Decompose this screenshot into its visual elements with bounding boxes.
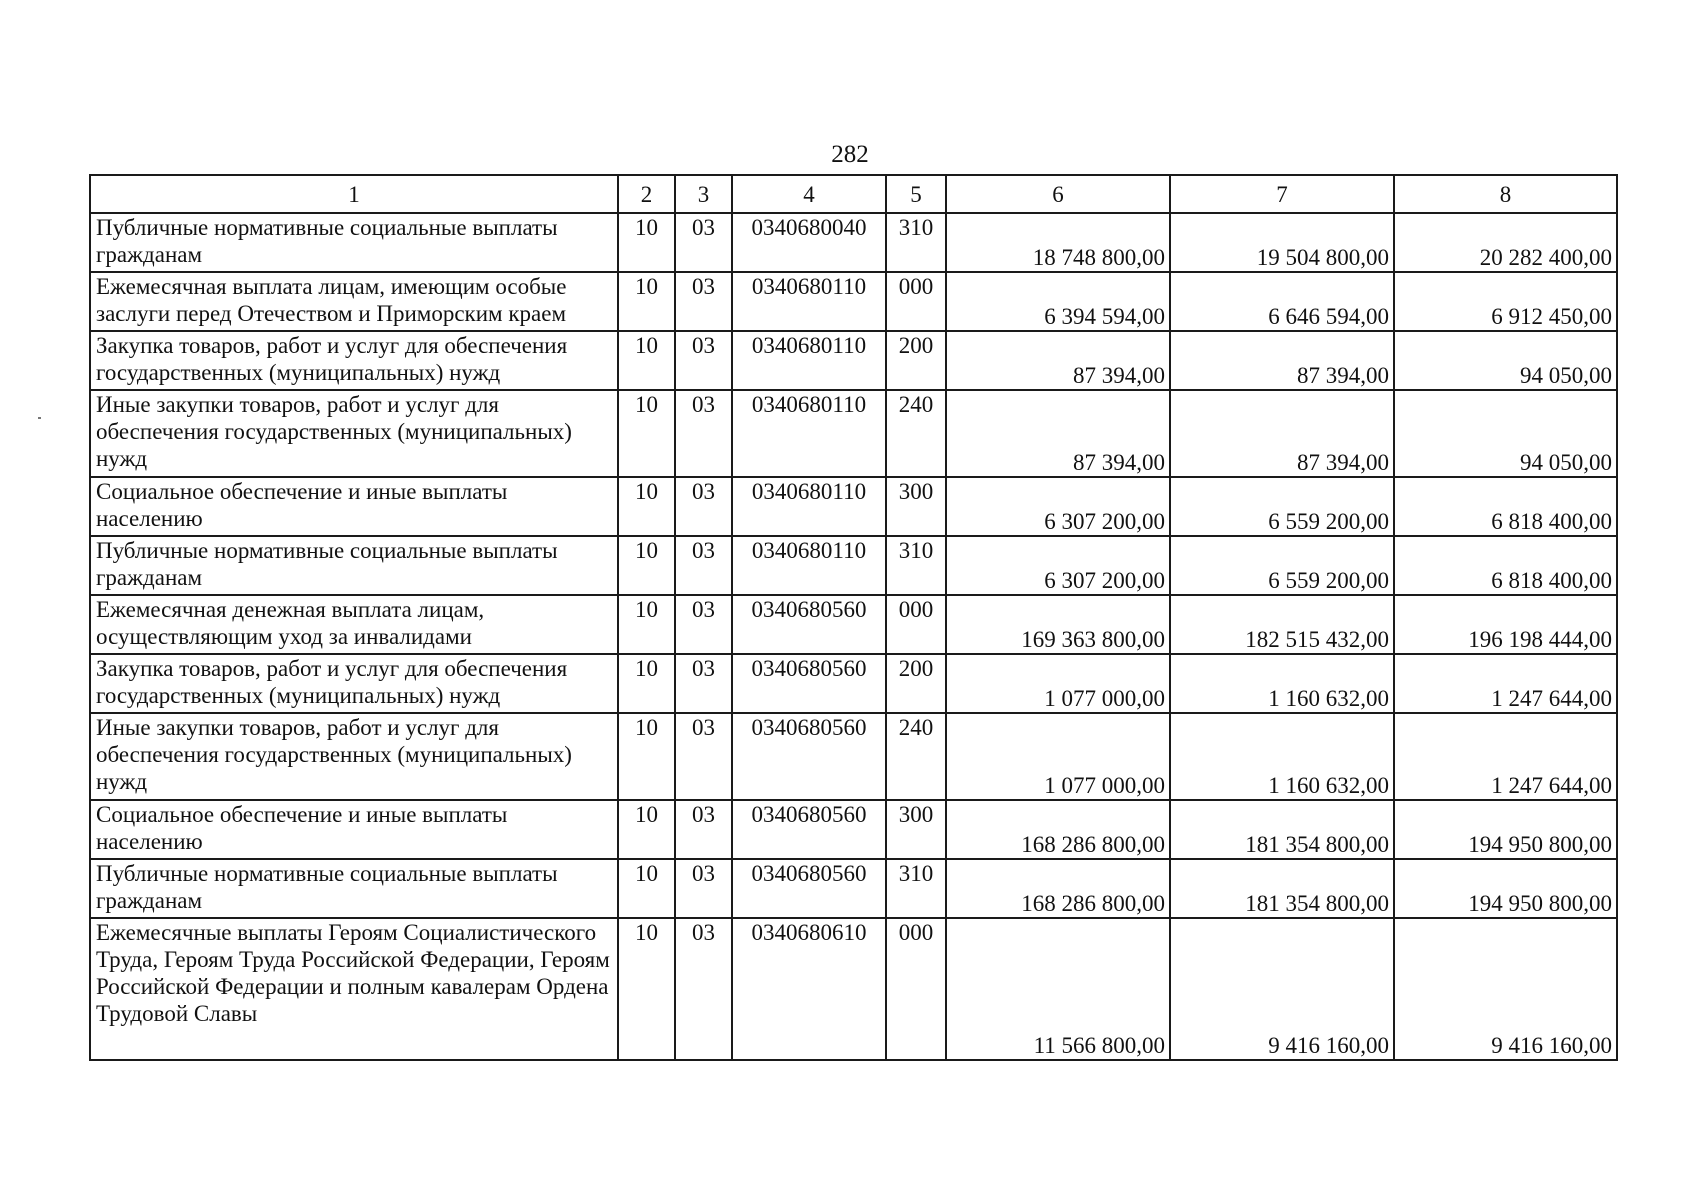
subsection-code: 03 (675, 654, 732, 713)
amount-col-7: 1 160 632,00 (1170, 654, 1394, 713)
expense-type-code: 240 (886, 390, 946, 477)
section-code: 10 (618, 390, 675, 477)
row-name: Публичные нормативные социальные выплаты гражданам (90, 213, 618, 272)
expense-type-code: 300 (886, 800, 946, 859)
subsection-code: 03 (675, 595, 732, 654)
subsection-code: 03 (675, 331, 732, 390)
table-row (90, 713, 1617, 800)
column-header: 4 (732, 175, 886, 213)
amount-col-8: 6 818 400,00 (1394, 477, 1617, 536)
amount-col-8: 194 950 800,00 (1394, 859, 1617, 918)
amount-col-8: 6 912 450,00 (1394, 272, 1617, 331)
expense-type-code: 000 (886, 918, 946, 1060)
amount-col-6: 6 307 200,00 (946, 536, 1170, 595)
subsection-code: 03 (675, 390, 732, 477)
subsection-code: 03 (675, 272, 732, 331)
amount-col-7: 181 354 800,00 (1170, 800, 1394, 859)
section-code: 10 (618, 654, 675, 713)
section-code: 10 (618, 477, 675, 536)
subsection-code: 03 (675, 213, 732, 272)
table-row (90, 331, 1617, 390)
row-name: Публичные нормативные социальные выплаты гражданам (90, 536, 618, 595)
expense-type-code: 200 (886, 331, 946, 390)
target-article-code: 0340680560 (732, 859, 886, 918)
table-row (90, 536, 1617, 595)
row-name: Ежемесячная денежная выплата лицам, осуществляющим уход за инвалидами (90, 595, 618, 654)
subsection-code: 03 (675, 800, 732, 859)
amount-col-7: 87 394,00 (1170, 331, 1394, 390)
row-name: Ежемесячные выплаты Героям Социалистического Труда, Героям Труда Российской Федерации, Героям Российской Федерации и полным кавалерам Ордена Трудовой Славы (90, 918, 618, 1060)
budget-table (89, 174, 1618, 1061)
amount-col-6: 87 394,00 (946, 390, 1170, 477)
section-code: 10 (618, 595, 675, 654)
table-row (90, 918, 1617, 1060)
table-row (90, 213, 1617, 272)
target-article-code: 0340680110 (732, 331, 886, 390)
target-article-code: 0340680560 (732, 654, 886, 713)
amount-col-6: 1 077 000,00 (946, 713, 1170, 800)
row-name: Публичные нормативные социальные выплаты гражданам (90, 859, 618, 918)
amount-col-7: 181 354 800,00 (1170, 859, 1394, 918)
amount-col-8: 94 050,00 (1394, 390, 1617, 477)
table-row (90, 272, 1617, 331)
expense-type-code: 240 (886, 713, 946, 800)
amount-col-6: 6 307 200,00 (946, 477, 1170, 536)
row-name: Иные закупки товаров, работ и услуг для обеспечения государственных (муниципальных) нужд (90, 390, 618, 477)
section-code: 10 (618, 713, 675, 800)
expense-type-code: 310 (886, 536, 946, 595)
amount-col-6: 1 077 000,00 (946, 654, 1170, 713)
target-article-code: 0340680560 (732, 713, 886, 800)
row-name: Закупка товаров, работ и услуг для обеспечения государственных (муниципальных) нужд (90, 331, 618, 390)
row-name: Социальное обеспечение и иные выплаты населению (90, 800, 618, 859)
target-article-code: 0340680110 (732, 536, 886, 595)
subsection-code: 03 (675, 536, 732, 595)
amount-col-6: 168 286 800,00 (946, 800, 1170, 859)
amount-col-8: 194 950 800,00 (1394, 800, 1617, 859)
column-header: 7 (1170, 175, 1394, 213)
table-row (90, 800, 1617, 859)
target-article-code: 0340680610 (732, 918, 886, 1060)
column-header: 2 (618, 175, 675, 213)
target-article-code: 0340680040 (732, 213, 886, 272)
target-article-code: 0340680560 (732, 800, 886, 859)
amount-col-8: 94 050,00 (1394, 331, 1617, 390)
amount-col-7: 6 646 594,00 (1170, 272, 1394, 331)
column-header: 1 (90, 175, 618, 213)
row-name: Ежемесячная выплата лицам, имеющим особые заслуги перед Отечеством и Приморским краем (90, 272, 618, 331)
amount-col-7: 6 559 200,00 (1170, 536, 1394, 595)
amount-col-7: 1 160 632,00 (1170, 713, 1394, 800)
subsection-code: 03 (675, 918, 732, 1060)
expense-type-code: 310 (886, 213, 946, 272)
amount-col-7: 182 515 432,00 (1170, 595, 1394, 654)
column-header: 3 (675, 175, 732, 213)
scan-speck (38, 417, 41, 419)
page-number: 282 (831, 141, 869, 168)
table-row (90, 859, 1617, 918)
section-code: 10 (618, 918, 675, 1060)
amount-col-8: 1 247 644,00 (1394, 713, 1617, 800)
amount-col-6: 169 363 800,00 (946, 595, 1170, 654)
target-article-code: 0340680110 (732, 477, 886, 536)
amount-col-6: 6 394 594,00 (946, 272, 1170, 331)
expense-type-code: 000 (886, 595, 946, 654)
row-name: Иные закупки товаров, работ и услуг для обеспечения государственных (муниципальных) нужд (90, 713, 618, 800)
amount-col-6: 18 748 800,00 (946, 213, 1170, 272)
amount-col-7: 19 504 800,00 (1170, 213, 1394, 272)
expense-type-code: 000 (886, 272, 946, 331)
section-code: 10 (618, 536, 675, 595)
expense-type-code: 200 (886, 654, 946, 713)
amount-col-8: 1 247 644,00 (1394, 654, 1617, 713)
target-article-code: 0340680110 (732, 390, 886, 477)
amount-col-7: 9 416 160,00 (1170, 918, 1394, 1060)
section-code: 10 (618, 331, 675, 390)
amount-col-6: 11 566 800,00 (946, 918, 1170, 1060)
column-header: 6 (946, 175, 1170, 213)
table-row (90, 654, 1617, 713)
amount-col-8: 196 198 444,00 (1394, 595, 1617, 654)
amount-col-8: 9 416 160,00 (1394, 918, 1617, 1060)
table-row (90, 477, 1617, 536)
table-row (90, 595, 1617, 654)
section-code: 10 (618, 272, 675, 331)
amount-col-6: 87 394,00 (946, 331, 1170, 390)
section-code: 10 (618, 213, 675, 272)
amount-col-7: 87 394,00 (1170, 390, 1394, 477)
header-row (90, 175, 1617, 213)
amount-col-8: 20 282 400,00 (1394, 213, 1617, 272)
subsection-code: 03 (675, 477, 732, 536)
column-header: 8 (1394, 175, 1617, 213)
amount-col-7: 6 559 200,00 (1170, 477, 1394, 536)
subsection-code: 03 (675, 713, 732, 800)
amount-col-8: 6 818 400,00 (1394, 536, 1617, 595)
table-row (90, 390, 1617, 477)
expense-type-code: 310 (886, 859, 946, 918)
target-article-code: 0340680110 (732, 272, 886, 331)
column-header: 5 (886, 175, 946, 213)
section-code: 10 (618, 800, 675, 859)
row-name: Закупка товаров, работ и услуг для обеспечения государственных (муниципальных) нужд (90, 654, 618, 713)
row-name: Социальное обеспечение и иные выплаты населению (90, 477, 618, 536)
expense-type-code: 300 (886, 477, 946, 536)
amount-col-6: 168 286 800,00 (946, 859, 1170, 918)
subsection-code: 03 (675, 859, 732, 918)
section-code: 10 (618, 859, 675, 918)
target-article-code: 0340680560 (732, 595, 886, 654)
